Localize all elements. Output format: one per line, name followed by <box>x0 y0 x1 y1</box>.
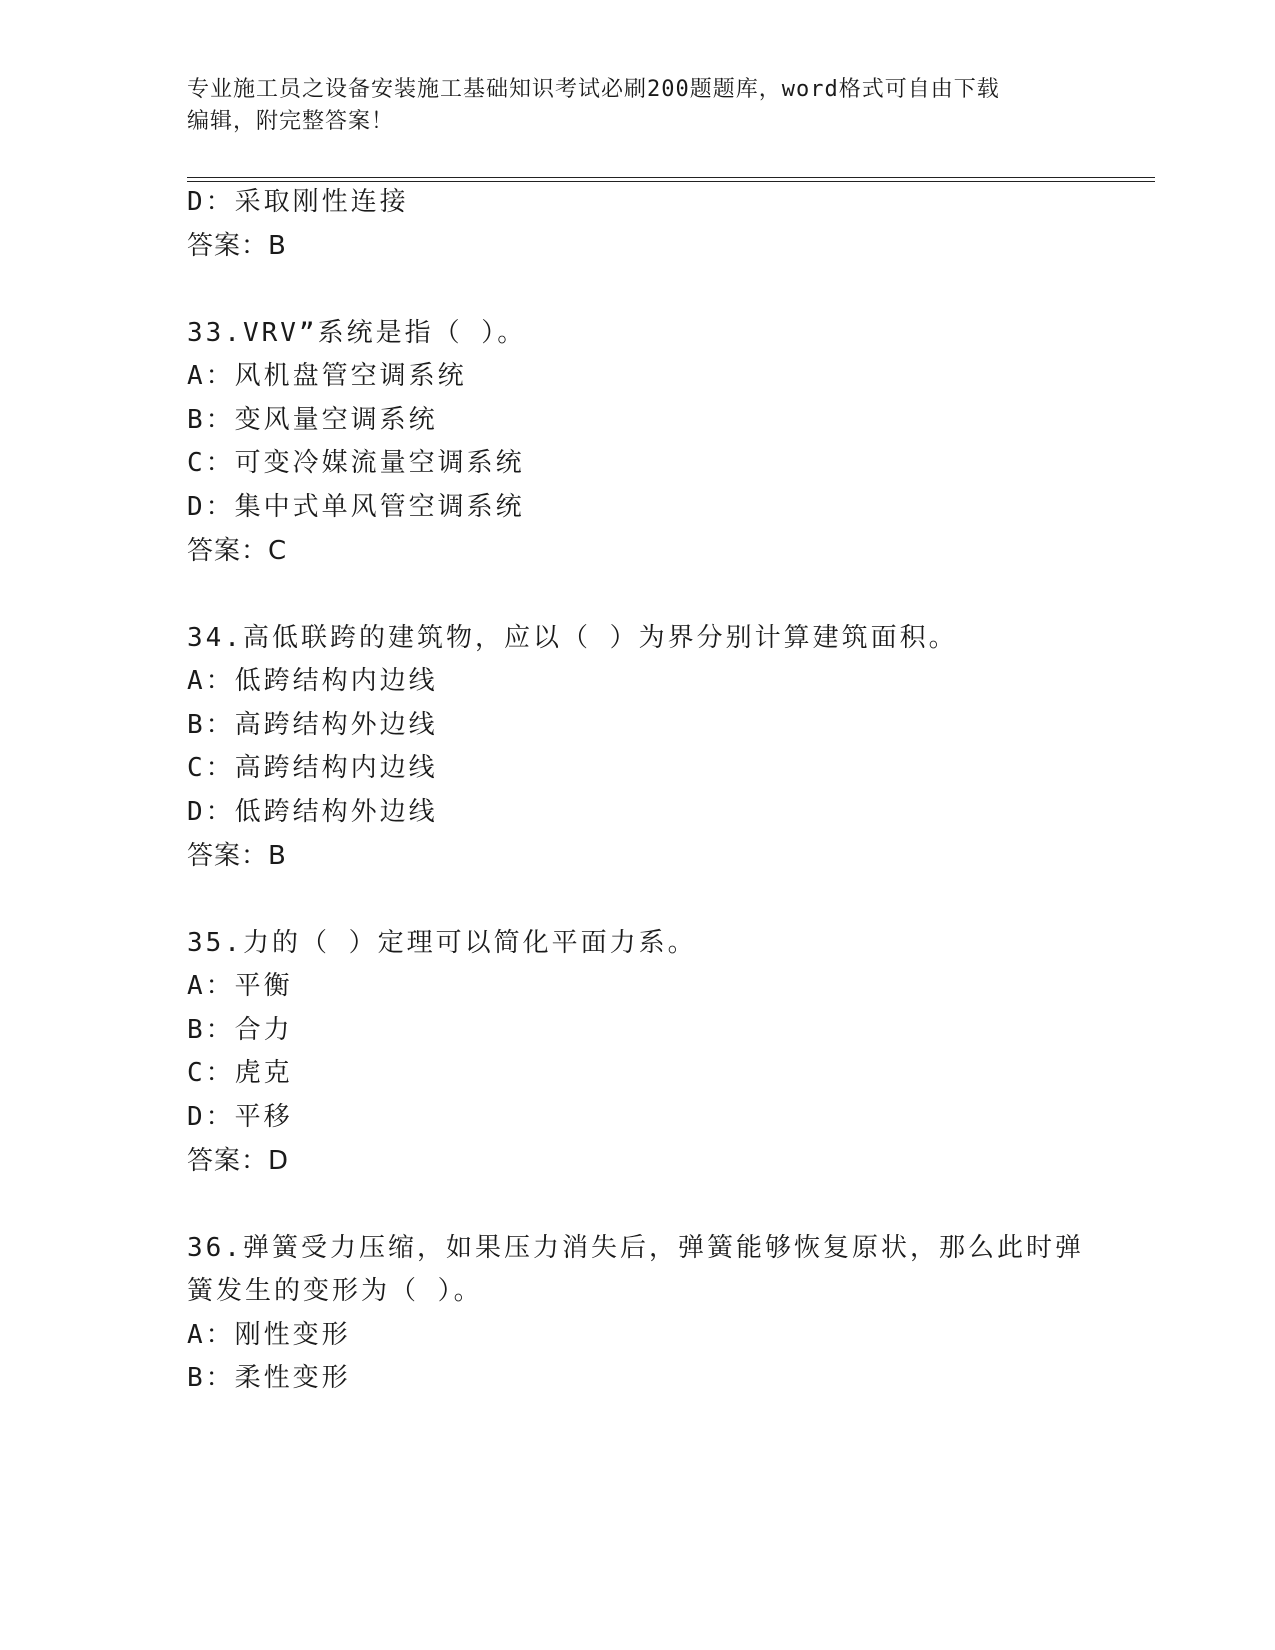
q35-stem: 35.力的（ ）定理可以简化平面力系。 <box>187 928 697 958</box>
q33-option-b: B：变风量空调系统 <box>187 405 438 435</box>
q36-stem-line-2: 簧发生的变形为（ ）。 <box>187 1276 483 1306</box>
page-header <box>187 74 1087 138</box>
q33-option-c: C：可变冷媒流量空调系统 <box>187 448 525 478</box>
q34-option-d: D：低跨结构外边线 <box>187 797 438 827</box>
q34-option-b: B：高跨结构外边线 <box>187 710 438 740</box>
header-title-line-2: 编辑，附完整答案！ <box>187 109 395 134</box>
q32-option-d: D：采取刚性连接 <box>187 187 409 217</box>
q35-option-c: C：虎克 <box>187 1058 293 1088</box>
q34-stem: 34.高低联跨的建筑物，应以（ ）为界分别计算建筑面积。 <box>187 623 958 653</box>
q34-option-c: C：高跨结构内边线 <box>187 753 438 783</box>
q33-option-d: D：集中式单风管空调系统 <box>187 492 525 522</box>
q35-option-b: B：合力 <box>187 1015 293 1045</box>
header-title-line-1: 专业施工员之设备安装施工基础知识考试必刷200题题库，word格式可自由下载 <box>187 77 1000 102</box>
q36-option-b: B：柔性变形 <box>187 1363 351 1393</box>
q35-option-a: A：平衡 <box>187 971 293 1001</box>
header-divider <box>187 177 1155 182</box>
q34-option-a: A：低跨结构内边线 <box>187 666 438 696</box>
q32-answer: 答案：B <box>187 231 287 261</box>
q33-option-a: A：风机盘管空调系统 <box>187 361 467 391</box>
q34-answer: 答案：B <box>187 841 287 871</box>
q35-option-d: D：平移 <box>187 1102 293 1132</box>
q33-answer: 答案：C <box>187 536 288 566</box>
q36-stem-line-1: 36.弹簧受力压缩，如果压力消失后，弹簧能够恢复原状，那么此时弹 <box>187 1233 1084 1263</box>
q35-answer: 答案：D <box>187 1146 290 1176</box>
q36-option-a: A：刚性变形 <box>187 1320 351 1350</box>
q33-stem: 33.VRV”系统是指（ ）。 <box>187 318 527 348</box>
